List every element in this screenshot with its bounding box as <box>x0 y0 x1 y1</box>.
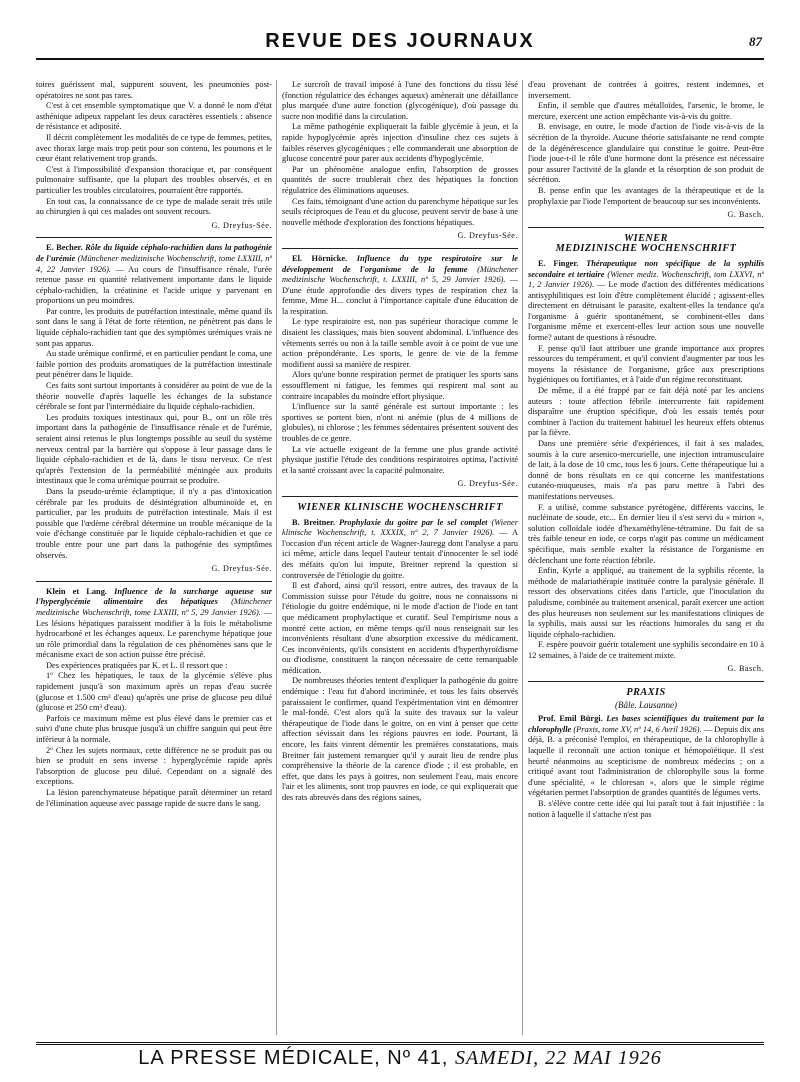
paragraph: F. a utilisé, comme substance pyrétogène, différents vaccins, le nucléinate de soude, etc... En dernier lieu il s'est servi du « mirion », solution colloïdale iodée d'hexaméthylène-tétramine. Du fait de sa très faible teneur en iode, ce corps n'agit pas comme un médicament spécifique, mais semble exalter la résistance de l'organisme en déclenchant une forte réaction fébrile. <box>528 502 764 565</box>
article-heading <box>282 254 518 318</box>
article-title: Les bases scientifiques du traitement par la chlorophylle <box>528 714 764 734</box>
paragraph: Dans une première série d'expériences, il fait à ses malades, soumis à la cure arsenico-mercurielle, une injection intramusculaire de lait, à la dose de 10 cmc, tous les 6 jours. Cette thérapeutique lui a donné de bons résultats en ce qui concerne les manifestations cutanéo-muqueuses, mais n'a pas paru mettre à l'abri des manifestations nerveuses. <box>528 439 764 501</box>
article-heading <box>528 714 764 799</box>
paragraph: C'est à l'impossibilité d'expansion thoracique et, par conséquent pulmonaire suffisante, que la plupart des troubles observés, et en particulier les troubles circulatoires, pourraient être rapportés. <box>36 164 272 195</box>
article-title: Influence de la surcharge aqueuse sur l'hyperglycémie alimentaire des hépatiques <box>36 586 272 607</box>
article-reference: (Münchener medizinische Wochenschrift, tome LXXIII, nº 5, 29 Janvier 1926). <box>36 597 272 617</box>
author-signature: G. Basch. <box>727 664 764 674</box>
article-separator <box>282 496 518 497</box>
paragraph: 2º Chez les sujets normaux, cette différence ne se produit pas ou bien se produit en sens inverse : hyperglycémie rapide après l'absorption de glucose peu dilué. Cependant on a signalé des exceptions. <box>36 745 272 787</box>
paragraph: B. envisage, en outre, le mode d'action de l'iode vis-à-vis de la sécrétion de la thyroïde. Aucune théorie satisfaisante ne rend compte de la dégénérescence glandulaire qui constitue le goitre. Peut-être l'iode joue-t-il le rôle d'une hormone dont la présence est nécessaire pour assurer l'activité de la glande et la résorption de son produit de sécrétion. <box>528 122 764 185</box>
article-text: — D'une étude approfondie des divers types de respiration chez la femme, Mme H... conclut à l'importance capitale d'une éducation de la respiration. <box>282 275 518 316</box>
column-divider <box>276 80 277 1035</box>
paragraph: En tout cas, la connaissance de ce type de malade serait très utile au chirurgien à qui ces malades ont souvent recours. <box>36 196 272 217</box>
paragraph: La lésion parenchymateuse hépatique paraît déterminer un retard de l'élimination aqueuse avec passage rapide de sucre dans le sang. <box>36 788 272 808</box>
author-signature: G. Dreyfus-Sée. <box>211 220 272 230</box>
footer-journal: LA PRESSE MÉDICALE, Nº 41, <box>138 1047 449 1069</box>
article-separator <box>528 227 764 228</box>
paragraph: Enfin, il semble que d'autres métalloïdes, l'arsenic, le brome, le mercure, exercent une action empêchante vis-à-vis du goitre. <box>528 101 764 121</box>
paragraph: Par un phénomène analogue enfin, l'absorption de grosses quantités de sucre troublerait chez des hépatiques la fonction régulatrice des éliminations aqueuses. <box>282 164 518 195</box>
author-signature: G. Basch. <box>727 210 764 220</box>
article-title: Rôle du liquide céphalo-rachidien dans la pathogénie de l'urémie <box>36 243 272 263</box>
paragraph: Par contre, les produits de putréfaction intestinale, même quand ils sont dans le sang à l'état de forte rétention, ne pénètrent pas dans le liquide céphalo-rachidien tant que des symptômes urémiques vrais ne sont pas apparus. <box>36 306 272 348</box>
paragraph: B. s'élève contre cette idée qui lui paraît tout à fait injustifiée : la notion à laquelle il s'attache n'est pas <box>528 799 764 819</box>
article-reference: (Münchener medizinische Wochenschrift, tome LXXIII, nº 4, 22 Janvier 1926). <box>36 253 272 274</box>
article-separator <box>282 248 518 249</box>
article-text: — Le mode d'action des différentes médications antisyphilitiques est loin d'être complètement élucidé ; agissent-elles directement en détruisant le parasite, exaltent-elles la tendance qu'a l'organisme à guérir spontanément, se combinent-elles dans l'organisme même et exercent-elles leur action sous une nouvelle forme? autant de questions à résoudre. <box>528 280 764 343</box>
paragraph: d'eau provenant de contrées à goitres, restent indemnes, et inversement. <box>528 80 764 100</box>
article-separator <box>36 581 272 582</box>
column-2 <box>282 80 518 1038</box>
article-reference: (Münchener medizinische Wochenschrift, t. LXXIII, nº 5, 29 Janvier 1926). <box>282 264 518 285</box>
article-author: Klein et Lang. <box>46 586 107 596</box>
article-heading <box>528 259 764 344</box>
article-heading <box>282 518 518 582</box>
paragraph: Au stade urémique confirmé, et en particulier pendant le coma, une faible portion des produits aromatiques de la putréfaction intestinale peut pénétrer dans le liquide. <box>36 349 272 380</box>
article-reference: (Praxis, tome XV, nº 14, 6 Avril 1926). <box>573 724 702 734</box>
paragraph: F. espère pouvoir guérir totalement une syphilis secondaire en 10 à 12 semaines, à l'aide de ce traitement mixte. <box>528 640 764 660</box>
article-text: — Depuis dix ans déjà, B. a préconisé l'emploi, en thérapeutique, de la chlorophylle à laquelle il reconnaît une action tonique et hémopoïétique. Il s'est heurté néanmoins au scepticisme de nombreux médecins ; on a critiqué avant tout l'administration de chlorophylle sous la forme d'une spécialité, « le chloresan », alors que le simple régime végétarien permet l'absorption de grandes quantités de légumes verts. <box>528 724 764 798</box>
journal-section-title: MEDIZINISCHE WOCHENSCHRIFT <box>555 243 737 255</box>
paragraph: Ces faits, témoignant d'une action du parenchyme hépatique sur les seuils réciproques de l'eau et du glucose, peuvent servir de base à une nouvelle méthode d'exploration des fonctions hépatiques. <box>282 196 518 227</box>
article-reference: (Wiener klinische Wochenschrift, t. XXXIX, nº 2, 7 Janvier 1926). <box>282 517 518 538</box>
paragraph: toires guérissent mal, suppurent souvent, les pneumonies post-opératoires ne sont pas rares. <box>36 80 272 100</box>
paragraph: F. pense qu'il faut attribuer une grande importance aux propres ressources du tempérament, et qu'il convient d'augmenter par tous les moyens la résistance de l'organisme, grâce aux prescriptions hygiéniques ou fortifiantes, et à l'aide d'un régime reconstituant. <box>528 343 764 385</box>
paragraph: Le type respiratoire est, non pas supérieur thoracique comme le disaient les classiques, mais bien souvent abdominal. L'influence des vêtements serrés ou non à la taille semble avoir à ce point de vue une action prépondérante. Les sports, le genre de vie de la femme modifient aussi sa manière de respirer. <box>282 317 518 369</box>
article-author: Prof. Emil Bürgi. <box>538 714 603 724</box>
article-author: E. Becher. <box>46 243 83 253</box>
article-separator <box>36 237 272 238</box>
journal-section-title: PRAXIS <box>626 687 666 699</box>
article-text: — A l'occasion d'un récent article de Wagner-Jauregg dont l'analyse a paru ici même, article dans lequel l'auteur tentait d'innocenter le sel iodé des méfaits qu'on lui impute, Breitner reprend la question si controversée de l'étiologie du goitre. <box>282 528 518 580</box>
article-title: Thérapeutique non spécifique de la syphilis secondaire et tertiaire <box>528 258 764 279</box>
journal-section-subtitle: (Bâle. Lausanne) <box>615 699 677 710</box>
footer-date: SAMEDI, 22 MAI 1926 <box>454 1047 662 1069</box>
paragraph: 1º Chez les hépatiques, le taux de la glycémie s'élève plus rapidement jusqu'à son maximum après un repas d'eau sucrée (glucose et 1.500 cm³ d'eau) qu'après une prise de glucose peu dilué (glucose et 250 cm³ d'eau). <box>36 671 272 713</box>
page-footer <box>36 1042 764 1073</box>
article-heading <box>36 243 272 307</box>
article-heading <box>36 587 272 661</box>
paragraph: Il est d'abord, ainsi qu'il ressort, entre autres, des travaux de la Commission suisse pour l'étude du goitre, nous ne connaissons ni l'étiologie du goitre endémique, ni le mode d'action de l'iode en tant que médicament prophylactique et curatif. Seul l'empirisme nous a montré cette action, en même temps qu'il nous renseignait sur les inconvénients résultant d'une absorption excessive du médicament. Ces inconvénients, qu'ils consistent en accidents d'hyperthyroïdisme ou d'iodisme, constituent la rançon nécessaire de cette remarquable médication. <box>282 581 518 675</box>
paragraph: De nombreuses théories tentent d'expliquer la pathogénie du goitre endémique : l'eau fut d'abord incriminée, et tous les faits observés paraissaient le confirmer, quand l'expérimentation vint en démontrer le mal-fondé. C'est alors qu'à la suite des travaux sur la valeur thérapeutique de l'iode dans le goitre, on en vint à penser que cette affection sévissait dans les régions pauvres en iode. Pourtant, là encore, les faits vinrent démentir les premières constatations, mais Breitner fait justement remarquer qu'il y aurait lieu de rendre plus compréhensive la théorie de la carence d'iode ; il est probable, en effet, que dans les pays à goitres, non seulement l'eau, mais encore l'air et les aliments, sont trop pauvres en iode, ce qui expliquerait que des rats abreuvés dans des régions saines, <box>282 676 518 802</box>
paragraph: Dans la pseudo-urémie éclamptique, il n'y a pas d'intoxication cérébrale par les produits de désintégration albuminoïde et, en particulier, par les produits de putréfaction intestinale. Mais il est possible que l'œdème cérébral détermine un trouble mécanique de la voie d'échange constituée par le liquide céphalo-rachidien et que ce trouble entre pour une part dans la pathogénie des symptômes observés. <box>36 486 272 560</box>
journal-section-title: WIENER KLINISCHE WOCHENSCHRIFT <box>297 501 503 513</box>
paragraph: La même pathogénie expliquerait la faible glycémie à jeun, et la rapide hypoglycémie après injection d'insuline chez ces sujets à faibles réserves glycogéniques ; elle commanderait une absorption de glucose concentré pour parer aux accidents d'hypoglycémie. <box>282 122 518 164</box>
paragraph: L'influence sur la santé générale est surtout importante : les sportives se portent bien, n'ont ni anémie (plus de 4 millions de globules), ni chlorose ; les femmes sédentaires présentent souvent des troubles de ce genre. <box>282 402 518 443</box>
column-1 <box>36 80 272 1038</box>
paragraph: Parfois ce maximum même est plus élevé dans le premier cas et suivi d'une chute plus brusque jusqu'à un chiffre sanguin qui peut être inférieur à la normale. <box>36 713 272 745</box>
column-3 <box>528 80 764 1038</box>
paragraph: La vie actuelle exigeant de la femme une plus grande activité physique justifie l'étude des conditions respiratoires optima, l'activité et la santé croissant avec la capacité pulmonaire. <box>282 444 518 475</box>
article-author: El. Hörnicke. <box>292 253 348 263</box>
article-title: Influence du type respiratoire sur le développement de l'organisme de la femme <box>282 253 518 274</box>
article-text: — Les lésions hépatiques paraissent modifier à la fois le métabolisme hydrocarboné et les échanges aqueux. Le parenchyme hépatique joue un rôle primordial dans la régulation de ces phénomènes sans que le mécanisme exact de son action puisse être précisé. <box>36 607 272 660</box>
page-number: 87 <box>749 34 762 49</box>
paragraph: Le surcroît de travail imposé à l'une des fonctions du tissu lésé (fonction régulatrice des échanges aqueux) amènerait une défaillance plus marquée d'une autre fonction (glycogénique), d'où passage du sucre non modifié dans la circulation. <box>282 80 518 121</box>
paragraph: Alors qu'une bonne respiration permet de pratiquer les sports sans essoufflement ni fatigue, les femmes qui respirent mal sont au contraire incapables du moindre effort physique. <box>282 370 518 401</box>
article-text: — Au cours de l'insuffisance rénale, l'urée retenue passe en quantité relativement importante dans le liquide céphalo-rachidien, la créatinine et l'acide urique y parvenant en proportions un peu moindres. <box>36 264 272 306</box>
author-signature: G. Dreyfus-Sée. <box>457 231 518 241</box>
article-author: B. Breitner. <box>292 517 336 527</box>
paragraph: Enfin, Kyrle a appliqué, au traitement de la syphilis récente, la méthode de malariathérapie instituée contre la paralysie générale. Il ressort des observations citées dans l'article, que l'inoculation du paludisme, combinée au traitement arsenical, paraît exercer une action des plus heureuses non seulement sur les manifestations cliniques de la syphilis, mais aussi sur les réactions humorales du sang et du liquide céphalo-rachidien. <box>528 566 764 639</box>
article-reference: (Wiener mediz. Wochenschrift, tom LXXVI, nº 1, 2 Janvier 1926). <box>528 269 764 290</box>
paragraph: C'est à cet ensemble symptomatique que V. a donné le nom d'état asthénique adipeux rappelant les deux caractères essentiels : absence de résistance et adiposité. <box>36 101 272 132</box>
paragraph: Les produits toxiques intestinaux qui, pour B., ont un rôle très important dans la pathogénie de l'insuffisance rénale et de l'urémie, seraient ainsi retenus le plus longtemps possible au seuil du système nerveux central par la barrière qui s'oppose à leur passage dans le liquide céphalo-rachidien et de là, dans le tissu nerveux. Ce n'est qu'après l'extension de la perméabilité méningée aux produits intestinaux que le coma urémique pourrait se produire. <box>36 412 272 486</box>
article-title: Prophylaxie du goitre par le sel complet <box>339 517 488 527</box>
journal-section-title: WIENER <box>624 232 668 244</box>
column-divider <box>522 80 523 1035</box>
footer-text <box>36 1047 764 1070</box>
paragraph: B. pense enfin que les avantages de la thérapeutique et de la prophylaxie par l'iode l'emportent de beaucoup sur ses inconvénients. <box>528 185 764 206</box>
paragraph: Il décrit complètement les modalités de ce type de femmes, petites, avec thorax large mais trop petit pour son contenu, les poumons et le cœur étant relativement trop grands. <box>36 132 272 164</box>
article-separator <box>528 681 764 682</box>
author-signature: G. Dreyfus-Sée. <box>211 564 272 574</box>
paragraph: Ces faits sont surtout importants à considérer au point de vue de la théorie nouvelle d'après laquelle les échanges de la substance cérébrale se font par l'intermédiaire du liquide céphalo-rachidien. <box>36 381 272 412</box>
journal-title: REVUE DES JOURNAUX <box>265 30 535 52</box>
article-author: E. Finger. <box>538 258 579 268</box>
author-signature: G. Dreyfus-Sée. <box>457 479 518 489</box>
page-header <box>36 28 764 60</box>
paragraph: De même, il a été frappé par ce fait déjà noté par les anciens auteurs : toute affection fébrile intercurrente fait rapidement disparaître une éruption spécifique, d'où les essais tentés pour combiner à l'action du traitement habituel les heureux effets obtenus par la fièvre. <box>528 386 764 438</box>
paragraph: Des expériences pratiquées par K. et L. il ressort que : <box>46 660 228 670</box>
